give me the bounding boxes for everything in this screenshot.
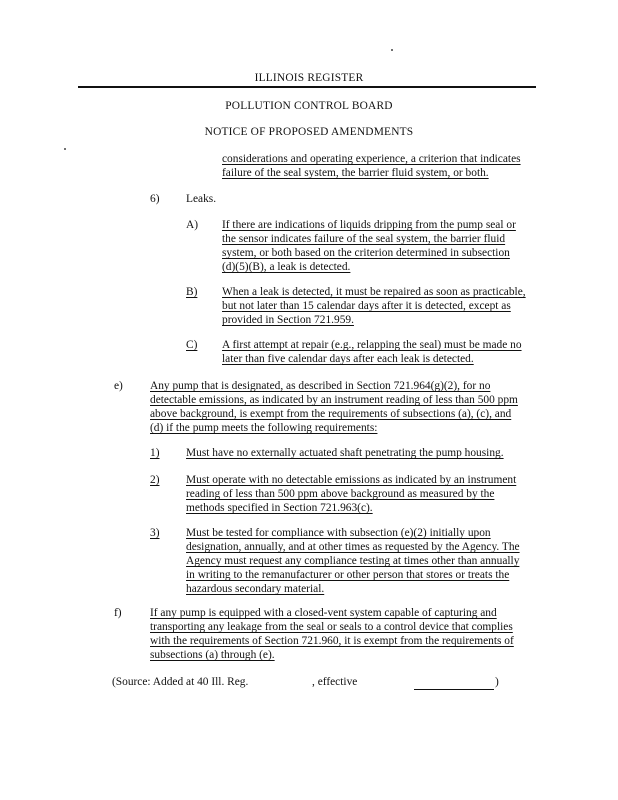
item-e-line: (d) if the pump meets the following requirements: [150, 422, 378, 434]
sub-b-label: B) [186, 286, 198, 298]
item-f-line: If any pump is equipped with a closed-vent system capable of capturing and [150, 607, 497, 619]
continuation-line: failure of the seal system, the barrier fluid system, or both. [222, 167, 489, 179]
source-effective: , effective [312, 676, 358, 688]
source-prefix: (Source: Added at 40 Ill. Reg. [112, 676, 249, 688]
item-6-label: 6) [150, 193, 160, 205]
sub-b-line: provided in Section 721.959. [222, 314, 354, 326]
item-e-line: detectable emissions, as indicated by an instrument reading of less than 500 ppm [150, 394, 518, 406]
sub-2-line: Must operate with no detectable emissions as indicated by an instrument [186, 474, 517, 486]
sub-2-line: reading of less than 500 ppm above background as measured by the [186, 488, 495, 500]
sub-c-label: C) [186, 339, 198, 351]
header-rule [78, 86, 536, 88]
register-title: ILLINOIS REGISTER [254, 72, 364, 84]
sub-a-label: A) [186, 219, 199, 231]
source-date-blank [414, 689, 494, 690]
notice-title: NOTICE OF PROPOSED AMENDMENTS [204, 126, 414, 138]
sub-a-line: the sensor indicates failure of the seal system, the barrier fluid [222, 233, 506, 245]
sub-3-line: Agency must request any compliance testing at times other than annually [186, 555, 520, 567]
sub-3-line: Must be tested for compliance with subsection (e)(2) initially upon [186, 527, 491, 539]
board-title: POLLUTION CONTROL BOARD [225, 100, 393, 112]
sub-b-line: but not later than 15 calendar days after it is detected, except as [222, 300, 511, 312]
sub-2-line: methods specified in Section 721.963(c). [186, 502, 373, 514]
item-f-line: transporting any leakage from the seal or seals to a control device that complies [150, 621, 513, 633]
item-e-line: Any pump that is designated, as described in Section 721.964(g)(2), for no [150, 380, 491, 392]
sub-a-line: system, or both based on the criterion determined in subsection [222, 247, 510, 259]
sub-3-line: designation, annually, and at other times as requested by the Agency. The [186, 541, 520, 553]
sub-a-line: (d)(5)(B), a leak is detected. [222, 261, 351, 273]
scan-speck [391, 49, 393, 51]
sub-c-line: later than five calendar days after each leak is detected. [222, 353, 474, 365]
sub-1-label: 1) [150, 447, 160, 459]
item-6-title: Leaks. [186, 193, 217, 205]
item-e-label: e) [114, 380, 123, 392]
item-e-line: above background, is exempt from the requirements of subsections (a), (c), and [150, 408, 512, 420]
sub-1-line: Must have no externally actuated shaft penetrating the pump housing. [186, 447, 504, 459]
sub-3-line: in writing to the remanufacturer or other person that stores or treats the [186, 569, 510, 581]
sub-2-label: 2) [150, 474, 160, 486]
sub-3-line: hazardous secondary material. [186, 583, 325, 595]
item-f-line: with the requirements of Section 721.960, it is exempt from the requirements of [150, 635, 514, 647]
item-f-label: f) [114, 607, 122, 619]
scan-speck [64, 148, 66, 150]
sub-c-line: A first attempt at repair (e.g., relapping the seal) must be made no [222, 339, 522, 351]
source-close: ) [495, 676, 499, 688]
item-f-line: subsections (a) through (e). [150, 649, 275, 661]
sub-a-line: If there are indications of liquids dripping from the pump seal or [222, 219, 516, 231]
sub-b-line: When a leak is detected, it must be repaired as soon as practicable, [222, 286, 526, 298]
sub-3-label: 3) [150, 527, 160, 539]
continuation-line: considerations and operating experience, a criterion that indicates [222, 153, 521, 165]
